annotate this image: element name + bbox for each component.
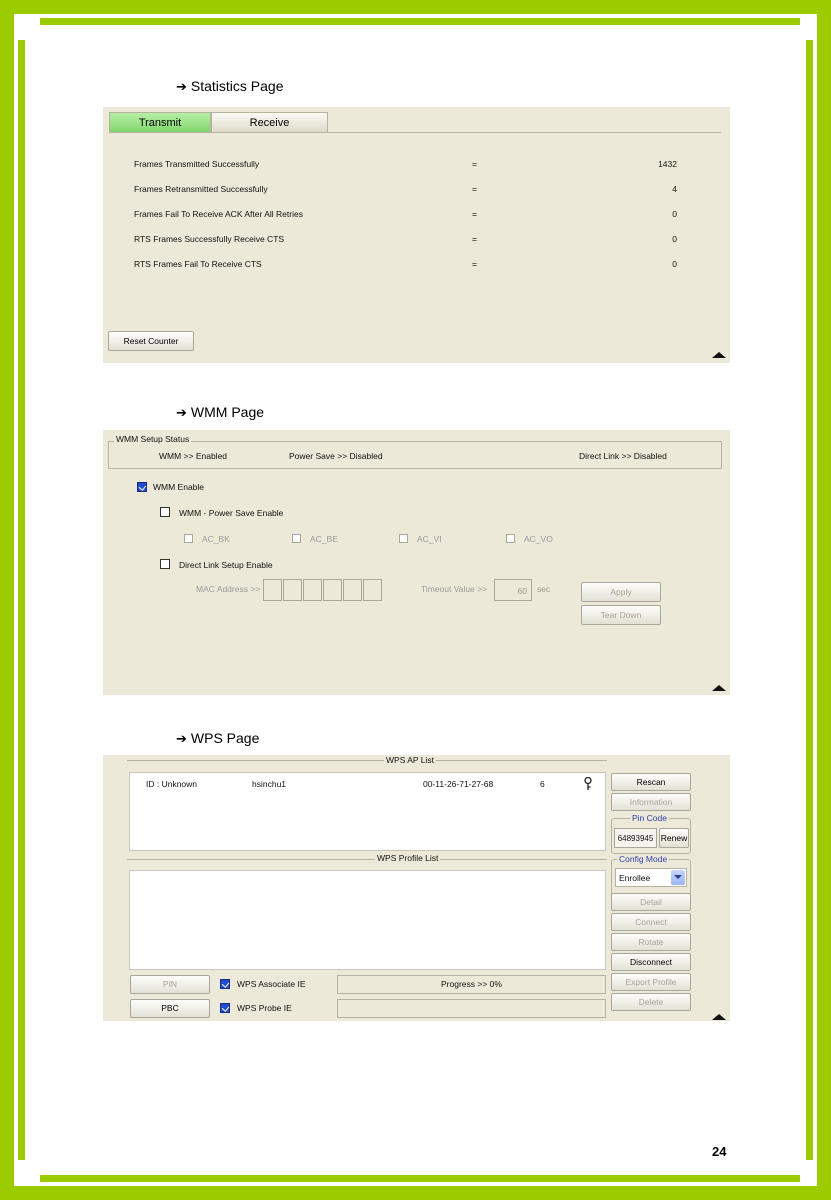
pbc-button[interactable]: PBC	[130, 999, 210, 1018]
stat-equals: =	[472, 184, 477, 194]
stat-equals: =	[472, 259, 477, 269]
reset-counter-button[interactable]: Reset Counter	[108, 331, 194, 351]
collapse-arrow-icon[interactable]	[712, 685, 726, 691]
statistics-heading: ➔ Statistics Page	[176, 78, 284, 95]
ac-vo-label: AC_VO	[524, 534, 553, 544]
tab-transmit[interactable]: Transmit	[109, 112, 211, 133]
ac-bk-checkbox[interactable]	[184, 534, 193, 543]
stat-label: RTS Frames Successfully Receive CTS	[134, 234, 285, 244]
wps-associate-ie-label: WPS Associate IE	[237, 979, 306, 989]
ac-vo-checkbox[interactable]	[506, 534, 515, 543]
page-frame-bottom	[0, 1186, 831, 1200]
stat-value: 4	[672, 184, 677, 194]
page-frame-inner-left	[18, 40, 25, 1160]
ac-be-checkbox[interactable]	[292, 534, 301, 543]
arrow-icon: ➔	[176, 406, 187, 421]
connect-button[interactable]: Connect	[611, 913, 691, 931]
mac-octet-input[interactable]	[303, 579, 322, 601]
config-mode-title: Config Mode	[619, 854, 668, 864]
stat-equals: =	[472, 209, 477, 219]
timeout-label: Timeout Value >>	[421, 584, 488, 594]
tab-receive[interactable]: Receive	[211, 112, 328, 133]
mac-octet-input[interactable]	[283, 579, 302, 601]
direct-link-checkbox[interactable]	[160, 559, 170, 569]
stat-equals: =	[472, 234, 477, 244]
stat-label: Frames Transmitted Successfully	[134, 159, 260, 169]
wmm-status-group-title: WMM Setup Status	[116, 434, 190, 444]
wps-panel	[103, 755, 730, 1021]
profile-list-title: WPS Profile List	[377, 853, 439, 863]
apply-button[interactable]: Apply	[581, 582, 661, 602]
wmm-enable-label: WMM Enable	[153, 482, 205, 492]
profile-list[interactable]	[129, 870, 606, 970]
stat-label: Frames Retransmitted Successfully	[134, 184, 268, 194]
wmm-heading: ➔ WMM Page	[176, 404, 265, 421]
stat-value: 0	[672, 209, 677, 219]
collapse-arrow-icon[interactable]	[712, 352, 726, 358]
ap-ssid: hsinchu1	[252, 779, 287, 789]
renew-button[interactable]: Renew	[659, 828, 689, 848]
ap-list[interactable]	[129, 772, 606, 851]
pin-button[interactable]: PIN	[130, 975, 210, 994]
page-frame-right	[817, 0, 831, 1200]
stat-label: Frames Fail To Receive ACK After All Retries	[134, 209, 303, 219]
stat-value: 0	[672, 234, 677, 244]
collapse-arrow-icon[interactable]	[712, 1014, 726, 1020]
page-frame-inner-right	[806, 40, 813, 1160]
ap-list-row[interactable]	[130, 773, 605, 795]
power-save-checkbox[interactable]	[160, 507, 170, 517]
config-mode-select[interactable]	[615, 868, 687, 887]
ac-bk-label: AC_BK	[202, 534, 230, 544]
wps-probe-ie-checkbox[interactable]	[220, 1003, 230, 1013]
wps-associate-ie-checkbox[interactable]	[220, 979, 230, 989]
profile-list-divider	[127, 859, 607, 860]
detail-button[interactable]: Detail	[611, 893, 691, 911]
wmm-status: WMM >> Enabled	[159, 451, 228, 461]
mac-address-label: MAC Address >>	[196, 584, 261, 594]
ac-be-label: AC_BE	[310, 534, 338, 544]
information-button[interactable]: Information	[611, 793, 691, 811]
ap-list-divider	[127, 760, 607, 761]
page-number: 24	[712, 1144, 727, 1159]
wmm-panel	[103, 430, 730, 695]
page-frame-inner-top	[40, 18, 800, 25]
ac-vi-checkbox[interactable]	[399, 534, 408, 543]
tab-underline	[109, 132, 721, 133]
progress-bar	[337, 999, 606, 1018]
tear-down-button[interactable]: Tear Down	[581, 605, 661, 625]
pin-code-value: 64893945	[614, 828, 657, 848]
ap-channel: 6	[540, 779, 545, 789]
config-mode-value: Enrollee	[619, 873, 651, 883]
mac-octet-input[interactable]	[363, 579, 382, 601]
power-save-status: Power Save >> Disabled	[289, 451, 383, 461]
rotate-button[interactable]: Rotate	[611, 933, 691, 951]
progress-status: Progress >> 0%	[337, 975, 606, 994]
direct-link-status: Direct Link >> Disabled	[579, 451, 667, 461]
rescan-button[interactable]: Rescan	[611, 773, 691, 791]
wps-heading: ➔ WPS Page	[176, 730, 260, 747]
stat-value: 1432	[658, 159, 677, 169]
ap-bssid: 00-11-26-71-27-68	[423, 779, 494, 789]
wps-probe-ie-label: WPS Probe IE	[237, 1003, 292, 1013]
mac-octet-input[interactable]	[323, 579, 342, 601]
mac-octet-input[interactable]	[263, 579, 282, 601]
pin-code-title: Pin Code	[632, 813, 667, 823]
export-profile-button[interactable]: Export Profile	[611, 973, 691, 991]
stat-label: RTS Frames Fail To Receive CTS	[134, 259, 262, 269]
page-frame-left	[0, 0, 14, 1200]
mac-address-fields	[263, 579, 383, 601]
arrow-icon: ➔	[176, 80, 187, 95]
arrow-icon: ➔	[176, 732, 187, 747]
direct-link-label: Direct Link Setup Enable	[179, 560, 273, 570]
ap-id: ID : Unknown	[146, 779, 198, 789]
ac-vi-label: AC_VI	[417, 534, 442, 544]
page-frame-top	[0, 0, 831, 14]
stat-equals: =	[472, 159, 477, 169]
ap-list-title: WPS AP List	[386, 755, 435, 765]
timeout-unit: sec	[537, 584, 551, 594]
page-frame-inner-bottom	[40, 1175, 800, 1182]
power-save-label: WMM - Power Save Enable	[179, 508, 284, 518]
statistics-panel	[103, 107, 730, 363]
mac-octet-input[interactable]	[343, 579, 362, 601]
chevron-down-icon[interactable]	[671, 870, 685, 885]
disconnect-button[interactable]: Disconnect	[611, 953, 691, 971]
wmm-enable-checkbox[interactable]	[137, 482, 147, 492]
delete-button[interactable]: Delete	[611, 993, 691, 1011]
timeout-input[interactable]: 60	[494, 579, 532, 601]
stat-value: 0	[672, 259, 677, 269]
key-icon	[584, 777, 592, 791]
